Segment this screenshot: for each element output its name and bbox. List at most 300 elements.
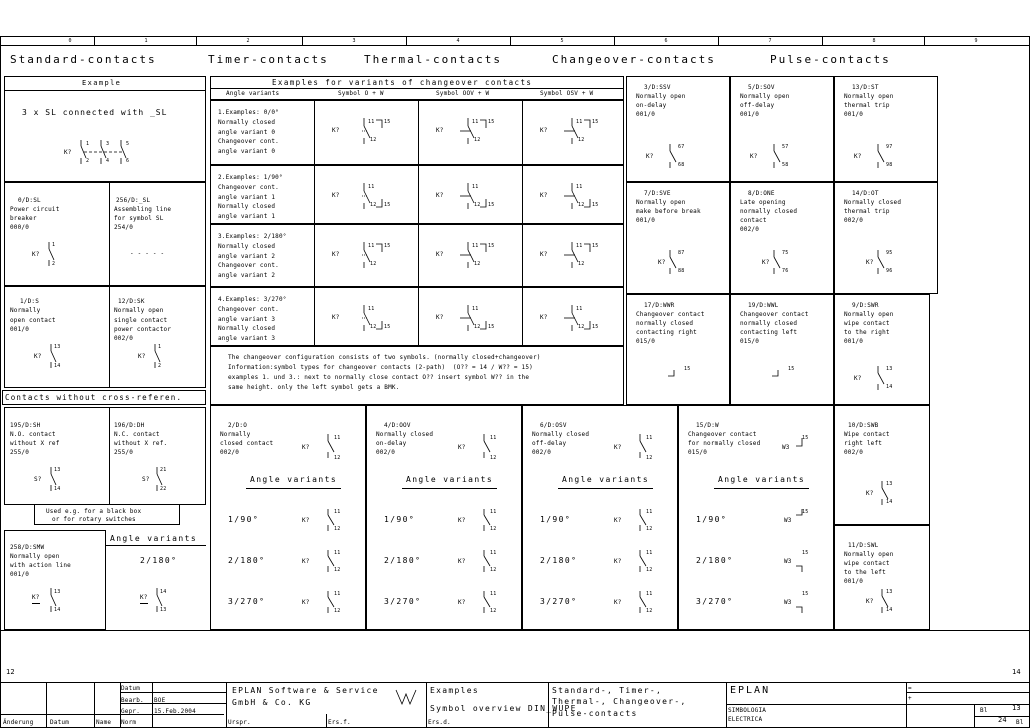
bottom-osv-desc-2: off-delay — [532, 440, 567, 447]
cvt-r2-contact-symbol-3 — [562, 181, 599, 211]
tb-value-date: 15.Feb.2004 — [154, 708, 196, 715]
smw-angle-value: 2/180° — [140, 556, 178, 565]
right-one-name: 8/D:ONE — [748, 190, 775, 197]
bottom-osv-angle-sym-3: K? — [614, 599, 622, 606]
right-sov-desc-2: off-delay — [740, 102, 775, 109]
cvt-r1-contact-symbol-2 — [458, 116, 495, 146]
bottom-d0-code: 002/0 — [220, 449, 240, 456]
bottom-oov-desc-1: Normally closed — [376, 431, 434, 438]
right-swl-desc-1: Normally open — [844, 551, 894, 558]
cvt-r3-t15-2: 15 — [488, 243, 495, 249]
smw-terminal-b2: 13 — [160, 607, 167, 613]
cvt-r2-t15-2: 15 — [488, 202, 495, 208]
bottom-osv-angle-title: Angle variants — [558, 475, 653, 489]
cvt-cell-divider-2-3 — [522, 165, 523, 224]
s1-terminal-b: 14 — [54, 363, 61, 369]
ruler-tick-2 — [196, 36, 197, 46]
cvt-cell-divider-4-1 — [314, 287, 315, 346]
tb-elec: ELECTRICA — [728, 716, 763, 723]
bottom-w-angle-1: 1/90° — [696, 515, 728, 524]
right-wwr-name: 17/D:WWR — [644, 302, 675, 309]
tb-title-3: Pulse-contacts — [552, 709, 638, 718]
right-wwr-desc-3: contacting right — [636, 329, 697, 336]
ruler-tick-8 — [822, 36, 823, 46]
cvt-r3-t15-3: 15 — [592, 243, 599, 249]
cvt-r4-t12-3: 12 — [578, 324, 585, 330]
bottom-w-angle-sym-1: W3 — [784, 517, 792, 524]
bottom-w-angle-title: Angle variants — [714, 475, 809, 489]
right-sov-code: 001/0 — [740, 111, 760, 118]
bottom-osv-angle-contact-3 — [636, 589, 652, 615]
cvt-r2-sym-1: K? — [332, 192, 340, 199]
bottom-d0-angle-title: Angle variants — [246, 475, 341, 489]
tb-hline-5 — [906, 704, 1030, 705]
cvt-r2-t11-1: 11 — [368, 184, 375, 190]
sk-name: 12/D:SK — [118, 298, 145, 305]
sl256-dash: - - - - - — [130, 250, 165, 257]
tb-page-1: 13 — [1012, 704, 1021, 712]
example-symbol: K? — [64, 149, 72, 156]
right-swr-desc-1: Normally open — [844, 311, 894, 318]
cvt-cell-divider-4-2 — [418, 287, 419, 346]
cvt-h4: Symbol OSV + W — [540, 90, 594, 97]
cvt-r4-sym-3: K? — [540, 314, 548, 321]
ruler-col-4: 4 — [456, 38, 460, 44]
right-st-desc-2: thermal trip — [844, 102, 890, 109]
tb-hline-0 — [0, 714, 224, 715]
cvt-title: Examples for variants of changeover contacts — [272, 78, 533, 87]
cvt-r1-line-1: Normally closed — [218, 118, 276, 126]
ruler-col-3: 3 — [352, 38, 356, 44]
ruler-col-6: 6 — [664, 38, 668, 44]
cvt-r1-line-2: angle variant 0 — [218, 128, 276, 136]
cvt-cell-divider-4-3 — [522, 287, 523, 346]
right-one-terminal-a: 75 — [782, 250, 789, 256]
right-one-desc-3: contact — [740, 217, 767, 224]
bottom-oov-terminal-b: 12 — [490, 455, 497, 461]
cvt-r1-sym-2: K? — [436, 127, 444, 134]
right-ssv-contact-symbol — [666, 142, 685, 170]
right-swb-desc-1: Wipe contact — [844, 431, 890, 438]
bottom-oov-desc-2: on-delay — [376, 440, 407, 447]
tb-company-2: GmbH & Co. KG — [232, 698, 312, 707]
right-swl-terminal-b: 14 — [886, 607, 893, 613]
right-wwl-code: 015/0 — [740, 338, 760, 345]
right-wwr-code: 015/0 — [636, 338, 656, 345]
without-title: Contacts without cross-referen. — [5, 393, 183, 402]
right-swl-code: 001/0 — [844, 578, 864, 585]
dh-contact-symbol — [154, 465, 166, 493]
right-ssv-desc-2: on-delay — [636, 102, 667, 109]
tb-label-datum2: Datum — [50, 719, 70, 726]
right-wwr-desc-1: Changeover contact — [636, 311, 705, 318]
right-one-code: 002/0 — [740, 226, 760, 233]
cvt-r3-line-0: 3.Examples: 2/180° — [218, 233, 287, 240]
dh-desc-2: without X ref. — [114, 440, 168, 447]
right-swr-symbol: K? — [854, 375, 862, 382]
dh-desc-1: N.C. contact — [114, 431, 160, 438]
right-sve-code: 001/0 — [636, 217, 656, 224]
right-wwr-contact-symbol — [666, 364, 682, 392]
bottom-osv-angle-sym-2: K? — [614, 558, 622, 565]
right-swr-contact-symbol — [874, 364, 893, 392]
cvt-r1-t12-3: 12 — [578, 137, 585, 143]
right-st-name: 13/D:ST — [852, 84, 879, 91]
right-swr-desc-2: wipe contact — [844, 320, 890, 327]
right-ot-terminal-a: 95 — [886, 250, 893, 256]
sk-code: 002/0 — [114, 335, 134, 342]
bottom-d0-desc-2: closed contact — [220, 440, 274, 447]
right-sve-contact-symbol — [666, 248, 685, 276]
right-sve-desc-2: make before break — [636, 208, 701, 215]
right-swl-symbol: K? — [866, 598, 874, 605]
bottom-oov-angle-1: 1/90° — [384, 515, 416, 524]
ruler-tick-7 — [718, 36, 719, 46]
ruler-tick-5 — [510, 36, 511, 46]
tb-bl-2: Bl — [1016, 719, 1024, 726]
cvt-cell-divider-1-1 — [314, 100, 315, 165]
ruler-tick-4 — [406, 36, 407, 46]
bottom-osv-terminal-b: 12 — [646, 455, 653, 461]
bottom-osv-angle-contact-2 — [636, 548, 652, 574]
right-swb-name: 10/D:SWB — [848, 422, 879, 429]
cvt-r2-sym-3: K? — [540, 192, 548, 199]
smw-desc-1: Normally open — [10, 553, 60, 560]
bottom-osv-angle-a-3: 11 — [646, 591, 653, 597]
right-wwl-desc-1: Changeover contact — [740, 311, 809, 318]
used-note-1: Used e.g. for a black box — [46, 508, 142, 515]
tb-label-ersd: Ers.d. — [428, 719, 451, 726]
tb-label-bearb: Bearb. — [121, 697, 144, 704]
heading-pulse: Pulse-contacts — [770, 53, 891, 66]
sk-desc-3: power contactor — [114, 326, 172, 333]
bottom-d0-angle-b-3: 12 — [334, 608, 341, 614]
cvt-r3-t11-3: 11 — [576, 243, 583, 249]
right-ot-contact-symbol — [874, 248, 893, 276]
bottom-w-terminal-a: 15 — [802, 435, 809, 441]
bottom-d0-angle-2: 2/180° — [228, 556, 266, 565]
smw-code: 001/0 — [10, 571, 30, 578]
tb-vline-2 — [120, 682, 121, 728]
bottom-osv-angle-a-1: 11 — [646, 509, 653, 515]
bottom-osv-contact-symbol — [636, 432, 652, 460]
heading-timer: Timer-contacts — [208, 53, 329, 66]
tb-subtitle: Symbol overview DIN_WUPE — [430, 704, 577, 713]
cvt-h3: Symbol OOV + W — [436, 90, 490, 97]
sl256-code: 254/0 — [114, 224, 134, 231]
tb-label-norm: Norm — [121, 719, 137, 726]
s1-symbol: K? — [34, 353, 42, 360]
right-st-symbol: K? — [854, 153, 862, 160]
s1-desc-2: open contact — [10, 317, 56, 324]
cvt-r3-sym-2: K? — [436, 251, 444, 258]
cvt-r1-line-3: Changeover cont. — [218, 138, 279, 146]
right-wwr-terminal-a: 15 — [684, 366, 691, 372]
ruler-col-5: 5 — [560, 38, 564, 44]
cvt-note-4: same height. only the left symbol gets a BMK. — [228, 384, 400, 391]
right-ssv-desc-1: Normally open — [636, 93, 686, 100]
sl-contact-symbol — [46, 240, 58, 268]
cvt-r4-contact-symbol-1 — [354, 303, 391, 333]
cvt-r4-sym-1: K? — [332, 314, 340, 321]
right-swr-terminal-b: 14 — [886, 384, 893, 390]
example-terminal-6: 6 — [126, 158, 130, 164]
cvt-r3-line-1: Normally closed — [218, 242, 276, 250]
right-ssv-terminal-a: 67 — [678, 144, 685, 150]
dh-terminal-a: 21 — [160, 467, 167, 473]
tb-title-1: Standard-, Timer-, — [552, 686, 663, 695]
cvt-r1-t12-1: 12 — [370, 137, 377, 143]
sl-code: 000/0 — [10, 224, 30, 231]
cvt-r3-t12-2: 12 — [474, 261, 481, 267]
right-sov-contact-symbol — [770, 142, 789, 170]
cvt-note-divider — [210, 346, 624, 347]
tb-vline-3 — [152, 682, 153, 728]
cvt-r4-line-0: 4.Examples: 3/270° — [218, 296, 287, 303]
bottom-osv-angle-b-1: 12 — [646, 526, 653, 532]
smw-name: 258/D:SMW — [10, 544, 45, 551]
cvt-r2-t15-1: 15 — [384, 202, 391, 208]
bottom-w-angle-a-1: 15 — [802, 509, 809, 515]
cvt-r4-t11-3: 11 — [576, 306, 583, 312]
cvt-r4-line-1: Changeover cont. — [218, 305, 279, 313]
example-terminal-4: 4 — [106, 158, 110, 164]
ruler-tick-1 — [94, 36, 95, 46]
tb-label-ursp: Urspr. — [228, 719, 251, 726]
bottom-d0-terminal-a: 11 — [334, 435, 341, 441]
bottom-osv-angle-contact-1 — [636, 507, 652, 533]
dh-code: 255/0 — [114, 449, 134, 456]
bottom-osv-angle-3: 3/270° — [540, 597, 578, 606]
tb-label-name: Name — [96, 719, 112, 726]
bottom-oov-angle-a-2: 11 — [490, 550, 497, 556]
right-ssv-symbol: K? — [646, 153, 654, 160]
sl-desc-2: breaker — [10, 215, 37, 222]
sl-symbol: K? — [32, 251, 40, 258]
bottom-w-contact-symbol — [792, 432, 808, 460]
heading-standard: Standard-contacts — [10, 53, 157, 66]
cvt-r3-t12-3: 12 — [578, 261, 585, 267]
right-wwl-desc-3: contacting left — [740, 329, 798, 336]
right-sve-terminal-b: 88 — [678, 268, 685, 274]
bottom-w-angle-3: 3/270° — [696, 597, 734, 606]
tb-label-ersf: Ers.f. — [328, 719, 351, 726]
example-contact-symbol — [78, 138, 138, 168]
smw-angle-title: Angle variants — [110, 534, 198, 543]
smw-symbol-1: K? — [32, 593, 40, 604]
ruler-tick-6 — [614, 36, 615, 46]
sk-terminal-a: 1 — [158, 344, 162, 350]
cvt-r3-t12-1: 12 — [370, 261, 377, 267]
cvt-r4-t11-2: 11 — [472, 306, 479, 312]
tb-vline-7 — [548, 682, 549, 728]
right-swr-code: 001/0 — [844, 338, 864, 345]
bottom-oov-angle-b-3: 12 — [490, 608, 497, 614]
tb-examples: Examples — [430, 686, 479, 695]
tb-simb: SIMBOLOGIA — [728, 707, 767, 714]
right-ot-code: 002/0 — [844, 217, 864, 224]
dh-terminal-b: 22 — [160, 486, 167, 492]
ruler-col-0: 0 — [68, 38, 72, 44]
example-terminal-3: 3 — [106, 141, 110, 147]
cvt-r1-line-0: 1.Examples: 0/0° — [218, 109, 279, 116]
example-title: Example — [82, 79, 122, 87]
right-swb-desc-2: right left — [844, 440, 883, 447]
sl256-desc-2: for symbol SL — [114, 215, 164, 222]
bottom-osv-angle-a-2: 11 — [646, 550, 653, 556]
right-st-desc-1: Normally open — [844, 93, 894, 100]
cvt-r4-t15-1: 15 — [384, 324, 391, 330]
bottom-oov-angle-contact-3 — [480, 589, 496, 615]
cvt-r2-line-4: angle variant 1 — [218, 213, 276, 221]
heading-thermal: Thermal-contacts — [364, 53, 502, 66]
example-line: 3 x SL connected with _SL — [22, 108, 168, 117]
cvt-r3-t11-1: 11 — [368, 243, 375, 249]
right-wwl-name: 19/D:WWL — [748, 302, 779, 309]
cvt-r1-sym-1: K? — [332, 127, 340, 134]
right-wwl-desc-2: normally closed — [740, 320, 798, 327]
sl-desc-1: Power circuit — [10, 206, 60, 213]
cvt-note-1: The changeover configuration consists of two symbols. (normally closed+changeover) — [228, 354, 541, 361]
tb-eplan: EPLAN — [730, 685, 771, 696]
bottom-d0-angle-sym-3: K? — [302, 599, 310, 606]
s1-name: 1/D:S — [20, 298, 40, 305]
dh-name: 196/D:DH — [114, 422, 145, 429]
bottom-oov-angle-sym-2: K? — [458, 558, 466, 565]
tb-vline-5 — [326, 714, 327, 728]
bottom-osv-code: 002/0 — [532, 449, 552, 456]
cvt-r3-line-2: angle variant 2 — [218, 252, 276, 260]
bottom-oov-angle-b-1: 12 — [490, 526, 497, 532]
bottom-d0-angle-contact-2 — [324, 548, 340, 574]
bottom-d0-angle-a-2: 11 — [334, 550, 341, 556]
bottom-oov-symbol: K? — [458, 444, 466, 451]
bottom-oov-angle-3: 3/270° — [384, 597, 422, 606]
cvt-cell-divider-3-2 — [418, 224, 419, 287]
bottom-oov-name: 4/D:OOV — [384, 422, 411, 429]
example-terminal-2: 2 — [86, 158, 90, 164]
ruler-col-8: 8 — [872, 38, 876, 44]
cvt-r2-t12-1: 12 — [370, 202, 377, 208]
tb-hline-3 — [726, 704, 906, 705]
right-sov-symbol: K? — [750, 153, 758, 160]
tb-hline-1 — [120, 692, 226, 693]
smw-symbol-2: K? — [140, 593, 148, 604]
cvt-r1-contact-symbol-3 — [562, 116, 599, 146]
bottom-oov-angle-contact-1 — [480, 507, 496, 533]
cvt-r3-sym-3: K? — [540, 251, 548, 258]
bottom-w-angle-a-2: 15 — [802, 550, 809, 556]
used-note-2: or for rotary switches — [52, 516, 136, 523]
bottom-d0-angle-contact-3 — [324, 589, 340, 615]
bottom-d0-angle-a-3: 11 — [334, 591, 341, 597]
drawing-area-bottom — [0, 630, 1030, 631]
cvt-r3-contact-symbol-2 — [458, 240, 495, 270]
right-swb-contact-symbol — [878, 479, 894, 507]
example-terminal-1: 1 — [86, 141, 90, 147]
cvt-r4-t15-3: 15 — [592, 324, 599, 330]
cvt-r3-t15-1: 15 — [384, 243, 391, 249]
right-sov-desc-1: Normally open — [740, 93, 790, 100]
right-one-terminal-b: 76 — [782, 268, 789, 274]
right-ssv-code: 001/0 — [636, 111, 656, 118]
bottom-d0-angle-contact-1 — [324, 507, 340, 533]
cvt-r4-line-4: angle variant 3 — [218, 335, 276, 343]
s1-code: 001/0 — [10, 326, 30, 333]
bottom-w-angle-contact-1 — [792, 507, 808, 533]
right-swr-desc-3: to the right — [844, 329, 890, 336]
sh-contact-symbol — [48, 465, 60, 493]
cvt-cell-divider-3-1 — [314, 224, 315, 287]
cvt-r1-t15-2: 15 — [488, 119, 495, 125]
bottom-w-desc-1: Changeover contact — [688, 431, 757, 438]
sh-symbol: S? — [34, 476, 42, 483]
sh-desc-1: N.O. contact — [10, 431, 56, 438]
right-swr-terminal-a: 13 — [886, 366, 893, 372]
right-sov-terminal-a: 57 — [782, 144, 789, 150]
right-wwl-contact-symbol — [770, 364, 786, 392]
ruler-col-2: 2 — [246, 38, 250, 44]
right-ot-symbol: K? — [866, 259, 874, 266]
bottom-d0-name: 2/D:O — [228, 422, 248, 429]
cvt-cell-divider-1-3 — [522, 100, 523, 165]
cvt-r4-t12-2: 12 — [474, 324, 481, 330]
cvt-cell-divider-3-3 — [522, 224, 523, 287]
cvt-r2-t12-3: 12 — [578, 202, 585, 208]
cvt-r1-sym-3: K? — [540, 127, 548, 134]
ruler-col-7: 7 — [768, 38, 772, 44]
cvt-h1: Angle variants — [226, 90, 280, 97]
bottom-w-name: 15/D:W — [696, 422, 719, 429]
cvt-r1-t15-3: 15 — [592, 119, 599, 125]
cvt-r1-line-4: angle variant 0 — [218, 148, 276, 156]
right-ot-desc-2: thermal trip — [844, 208, 890, 215]
page-left: 12 — [6, 668, 15, 676]
bottom-oov-angle-contact-2 — [480, 548, 496, 574]
tb-vline-1 — [94, 682, 95, 728]
bottom-w-symbol: W3 — [782, 444, 790, 451]
right-sve-symbol: K? — [658, 259, 666, 266]
cvt-r2-line-1: Changeover cont. — [218, 183, 279, 191]
bottom-w-code: 015/0 — [688, 449, 708, 456]
bottom-w-angle-sym-2: W3 — [784, 558, 792, 565]
sl-terminal-b: 2 — [52, 261, 56, 267]
cvt-r3-line-4: angle variant 2 — [218, 272, 276, 280]
bottom-osv-name: 6/D:OSV — [540, 422, 567, 429]
right-one-desc-2: normally closed — [740, 208, 798, 215]
cvt-note-3: examples 1. und 3.: next to normally close contact O?? insert symbol W?? in the — [228, 374, 530, 381]
cvt-r2-t12-2: 12 — [474, 202, 481, 208]
bottom-oov-angle-sym-3: K? — [458, 599, 466, 606]
sl-terminal-a: 1 — [52, 242, 56, 248]
bottom-oov-angle-a-1: 11 — [490, 509, 497, 515]
tb-vline-6 — [426, 682, 427, 728]
smw-desc-2: with action line — [10, 562, 71, 569]
right-swb-terminal-a: 13 — [886, 481, 893, 487]
s1-contact-symbol — [48, 342, 60, 370]
bottom-oov-code: 002/0 — [376, 449, 396, 456]
cvt-r2-line-3: Normally closed — [218, 203, 276, 211]
s1-desc-1: Normally — [10, 307, 41, 314]
right-swb-code: 002/0 — [844, 449, 864, 456]
tb-plus: + — [908, 695, 912, 702]
right-swb-symbol: K? — [866, 490, 874, 497]
right-st-terminal-b: 98 — [886, 162, 893, 168]
right-st-code: 001/0 — [844, 111, 864, 118]
cvt-r4-contact-symbol-3 — [562, 303, 599, 333]
sk-contact-symbol — [152, 342, 164, 370]
right-swb-terminal-b: 14 — [886, 499, 893, 505]
